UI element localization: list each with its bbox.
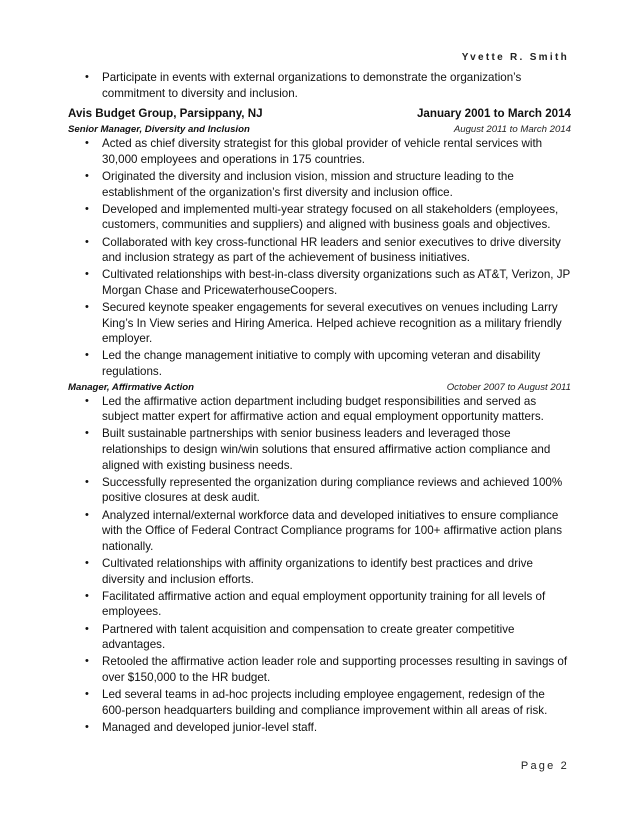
bullet-icon: • — [85, 475, 89, 488]
list-item: • Partnered with talent acquisition and compensation to create greater competitive advantages. — [85, 622, 515, 652]
list-item: • Successfully represented the organization during compliance reviews and achieved 100% positive closures at desk audit. — [85, 475, 563, 505]
role-heading — [68, 382, 571, 393]
company-dates: January 2001 to March 2014 — [416, 107, 571, 121]
role-dates: October 2007 to August 2011 — [446, 381, 571, 393]
list-item: • Cultivated relationships with best-in-class diversity organizations such as AT&T, Verizon, JP Morgan Chase and PricewaterhouseCoopers. — [85, 268, 571, 297]
list-item: • Developed and implemented multi-year strategy focused on all stakeholders (employees, customers, communities and suppliers) and aligned with business goals and objectives. — [85, 202, 559, 232]
bullet-icon: • — [85, 71, 89, 83]
resume-content — [68, 70, 571, 737]
bullet-icon: • — [85, 202, 89, 215]
list-item: • Managed and developed junior-level staff. — [85, 720, 318, 734]
bullet-icon: • — [85, 589, 89, 602]
role-bullet-list — [68, 136, 571, 379]
company-name: Avis Budget Group, Parsippany, NJ — [68, 107, 263, 121]
list-item: • Originated the diversity and inclusion vision, mission and structure leading to the establishment of the organization’s first diversity and inclusion office. — [85, 169, 514, 199]
bullet-icon: • — [85, 720, 89, 733]
page-number: Page 2 — [520, 760, 569, 772]
bullet-icon: • — [85, 301, 89, 314]
bullet-icon: • — [85, 137, 89, 150]
list-item: • Cultivated relationships with affinity organizations to identify best practices and drive diversity and inclusion efforts. — [85, 556, 533, 586]
list-item: • Led several teams in ad-hoc projects including employee engagement, redesign of the 600-person headquarters building and compliance improvement within all areas of risk. — [85, 688, 548, 717]
list-item: • Analyzed internal/external workforce data and developed initiatives to ensure compliance with the Office of Federal Contract Compliance programs for 100+ affirmative action plans nationally. — [85, 508, 563, 553]
role-dates: August 2011 to March 2014 — [453, 124, 571, 136]
list-item: • Built sustainable partnerships with senior business leaders and leveraged those relationships to design win/win solutions that ensured affirmative action compliance and aligned with existing business needs. — [85, 427, 551, 472]
role-heading — [68, 124, 571, 135]
list-item: • Collaborated with key cross-functional HR leaders and senior executives to drive diversity and inclusion strategy as part of the achievement of business initiatives. — [85, 235, 561, 265]
header-name: Yvette R. Smith — [461, 52, 569, 63]
role-title: Manager, Affirmative Action — [68, 381, 194, 393]
bullet-icon: • — [85, 169, 89, 182]
list-item: • Led the affirmative action department including budget responsibilities and served as subject matter expert for affirmative action and equal employment opportunity matters. — [85, 394, 544, 424]
bullet-icon: • — [85, 349, 89, 362]
list-item: • Retooled the affirmative action leader role and supporting processes resulting in savings of over $150,000 to the HR budget. — [85, 655, 568, 684]
bullet-icon: • — [85, 655, 89, 668]
bullet-icon: • — [85, 622, 89, 635]
bullet-icon: • — [85, 427, 89, 440]
bullet-icon: • — [85, 508, 89, 521]
bullet-icon: • — [85, 556, 89, 569]
bullet-icon: • — [85, 688, 89, 701]
company-heading — [68, 107, 571, 120]
list-item: • Participate in events with external organizations to demonstrate the organization’s commitment to diversity and inclusion. — [85, 71, 522, 100]
bullet-icon: • — [85, 235, 89, 248]
role-title: Senior Manager, Diversity and Inclusion — [68, 124, 250, 136]
list-item: • Secured keynote speaker engagements for several executives on venues including Larry King’s In View series and Hiring America. Helped achieve recognition as a military friendly employer. — [85, 301, 562, 346]
role-bullet-list — [68, 394, 571, 736]
bullet-icon: • — [85, 394, 89, 407]
bullet-icon: • — [85, 268, 89, 281]
list-item: • Led the change management initiative to comply with upcoming veteran and disability regulations. — [85, 349, 541, 379]
list-item: • Facilitated affirmative action and equal employment opportunity training for all levels of employees. — [85, 589, 546, 619]
intro-bullet-list — [68, 70, 571, 101]
list-item: • Acted as chief diversity strategist for this global provider of vehicle rental services with 30,000 employees and operations in 175 countries. — [85, 137, 543, 166]
